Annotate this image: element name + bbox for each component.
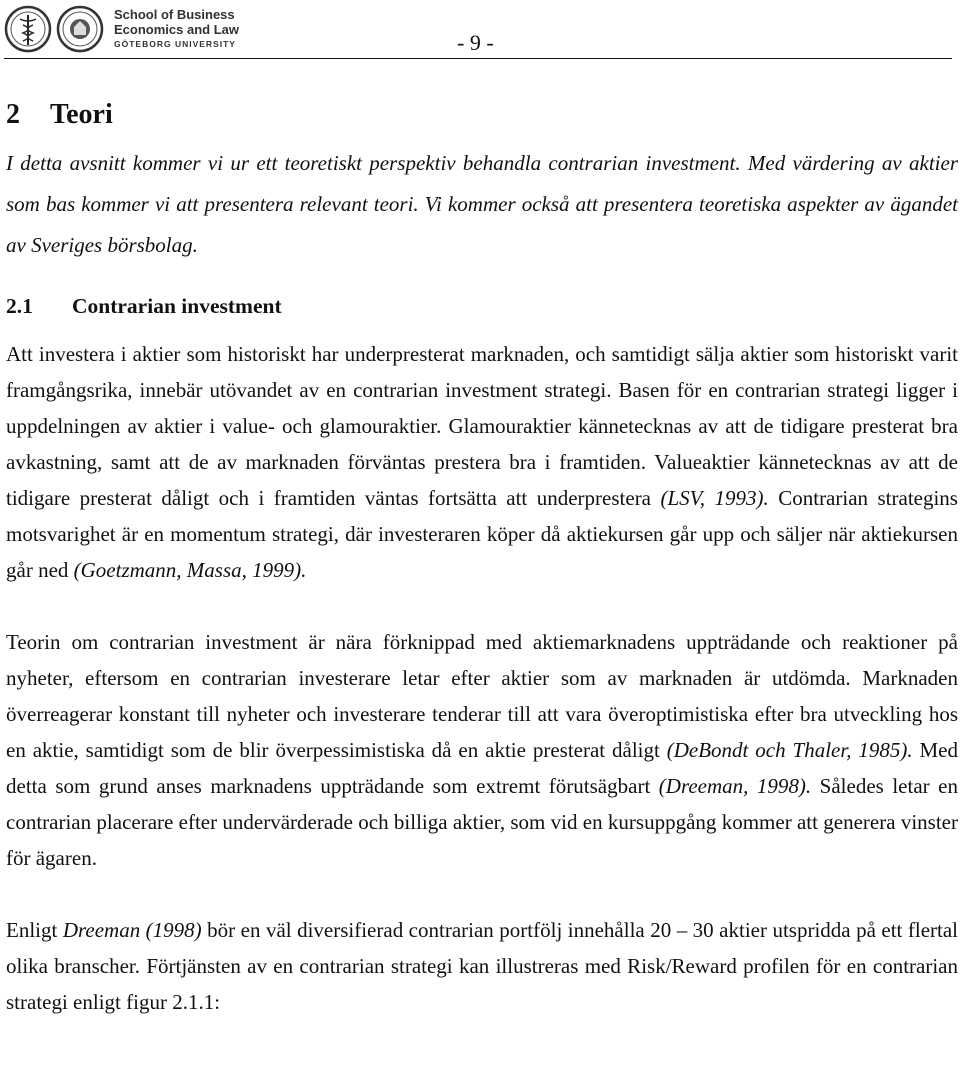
paragraph-3-text-b: bör en väl diversifierad contrarian portfölj innehålla 20 – 30 aktier utspridda på ett flertal olika branscher. Förtjänsten av en contrarian strategi kan illustreras med Risk/Reward profilen för en contrarian strategi enligt figur 2.1.1: (6, 918, 958, 1014)
university-logo (4, 2, 239, 56)
header-rule (4, 58, 952, 59)
citation-dreeman-1998: Dreeman (1998) (62, 918, 202, 942)
document-body (6, 95, 958, 1020)
paragraph-3 (6, 912, 958, 1020)
paragraph-1-text-a: Att investera i aktier som historiskt har underpresterat marknaden, och samtidigt sälja aktier som historiskt varit framgångsrika, innebär utövandet av en contrarian investment strategi. Basen för en contrarian strategi ligger i uppdelningen av aktier i value- och glamouraktier. Glamouraktier kännetecknas av att de tidigare presterat bra avkastning, samt att de av marknaden förväntas prestera bra i framtiden. Valueaktier kännetecknas av att de tidigare presterat dåligt och i framtiden väntas fortsätta att underprestera (6, 342, 958, 510)
section-intro: I detta avsnitt kommer vi ur ett teoretiskt perspektiv behandla contrarian investment. Med värdering av aktier som bas kommer vi att presentera relevant teori. Vi kommer också att presentera teoretiska aspekter av ägandet av Sveriges börsbolag. (6, 151, 958, 257)
page-header (0, 0, 960, 60)
school-name-line2: Economics and Law (114, 21, 239, 37)
section-heading (6, 95, 958, 135)
paragraph-2-text-c: Således letar en contrarian placerare efter undervärderade och billiga aktier, som vid en kursuppgång kommer att generera vinster för ägaren. (6, 774, 958, 870)
subsection-number: 2.1 (6, 294, 33, 318)
caduceus-seal-icon (4, 5, 52, 53)
section-title: Teori (50, 99, 113, 130)
paragraph-3-text-a: Enligt (6, 918, 63, 942)
paragraph-1 (6, 336, 958, 588)
paragraph-1-text-b: Contrarian strategins motsvarighet är en momentum strategi, där investeraren köper då aktiekursen går upp och säljer när aktiekursen går ned (6, 486, 958, 582)
subsection-title: Contrarian investment (72, 294, 282, 318)
section-number: 2 (6, 99, 20, 130)
citation-debondt: (DeBondt och Thaler, 1985). (666, 738, 913, 762)
school-name-line3: GÖTEBORG UNIVERSITY (114, 38, 236, 49)
page-number: - 9 - (457, 30, 494, 55)
paragraph-2 (6, 624, 958, 876)
school-name (114, 7, 239, 52)
paragraph-2-text-b: Med detta som grund anses marknadens uppträdande som extremt förutsägbart (6, 738, 958, 798)
subsection-heading (6, 286, 958, 326)
paragraph-2-text-a: Teorin om contrarian investment är nära förknippad med aktiemarknadens uppträdande och reaktioner på nyheter, eftersom en contrarian investerare letar efter aktier som av marknaden är utdömda. Marknaden överreagerar konstant till nyheter och investerare tenderar till att vara överoptimistiska efter bra utveckling hos en aktie, samtidigt som de blir överpessimistiska då en aktie presterat dåligt (6, 630, 958, 762)
citation-goetzmann: (Goetzmann, Massa, 1999). (73, 558, 307, 582)
university-crest-icon (56, 5, 104, 53)
citation-dreeman: (Dreeman, 1998). (658, 774, 812, 798)
school-name-line1: School of Business (114, 6, 235, 22)
citation-lsv: (LSV, 1993). (660, 486, 769, 510)
